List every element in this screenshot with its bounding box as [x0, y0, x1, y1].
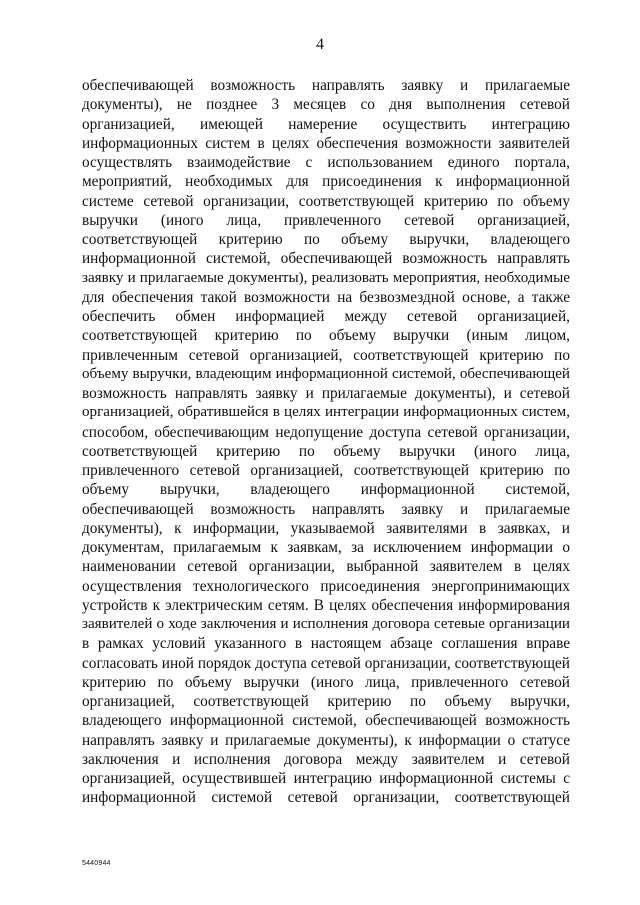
text-line: соответствующей критерию по объему выручки (иным лицом,: [82, 327, 570, 345]
text-line: в рамках условий указанного в настоящем абзаце соглашения вправе: [82, 635, 570, 653]
text-line: способом, обеспечивающим недопущение доступа сетевой организации,: [82, 423, 570, 441]
text-line: привлеченного сетевой организацией, соответствующей критерию по: [82, 462, 570, 479]
text-line: направлять заявку и прилагаемые документы), к информации о статусе: [82, 731, 570, 749]
text-line: соответствующей критерию по объему выручки, владеющего: [82, 231, 570, 248]
text-line: организацией, осуществившей интеграцию информационной системы с: [82, 770, 570, 787]
text-line: заключения и исполнения договора между заявителем и сетевой: [82, 750, 570, 768]
text-line: выручки (иного лица, привлеченного сетевой организацией,: [82, 211, 570, 229]
text-line: мероприятий, необходимых для присоединения к информационной: [82, 173, 570, 191]
text-line: привлеченным сетевой организацией, соответствующей критерию по: [82, 346, 570, 364]
text-line: осуществления технологического присоединения энергопринимающих: [82, 577, 570, 595]
text-line: информационной системой, обеспечивающей возможность направлять: [82, 250, 570, 268]
text-line: обеспечить обмен информацией между сетевой организацией,: [82, 308, 570, 325]
text-line: осуществлять взаимодействие с использованием единого портала,: [82, 154, 570, 171]
text-line: соответствующей критерию по объему выручки (иного лица,: [82, 442, 570, 460]
text-line: организацией, соответствующей критерию по объему выручки,: [82, 693, 570, 710]
text-line: объему выручки, владеющим информационной системой, обеспечивающей: [82, 365, 570, 382]
text-line: наименовании сетевой организации, выбранной заявителем в целях: [82, 558, 570, 576]
text-line: владеющего информационной системой, обеспечивающей возможность: [82, 712, 570, 730]
text-line: критерию по объему выручки (иного лица, привлеченного сетевой: [82, 673, 570, 691]
text-line: обеспечивающей возможность направлять заявку и прилагаемые: [82, 77, 570, 94]
text-line: заявку и прилагаемые документы), реализовать мероприятия, необходимые: [82, 269, 570, 286]
body-paragraph: [82, 76, 570, 808]
text-line: для обеспечения такой возможности на безвозмездной основе, а также: [82, 288, 570, 306]
text-line: документы), к информации, указываемой заявителями в заявках, и: [82, 519, 570, 537]
text-line: устройств к электрическим сетям. В целях обеспечения информирования: [82, 596, 570, 614]
text-line: документам, прилагаемым к заявкам, за исключением информации о: [82, 539, 570, 556]
text-line: согласовать иной порядок доступа сетевой организации, соответствующей: [82, 654, 570, 672]
text-line: объему выручки, владеющего информационной системой,: [82, 481, 570, 499]
text-line: информационной системой сетевой организации, соответствующей: [82, 789, 570, 807]
text-line: информационных систем в целях обеспечения возможности заявителей: [82, 134, 570, 152]
text-line: заявителей о ходе заключения и исполнения договора сетевые организации: [82, 616, 570, 632]
document-code: 5440944: [82, 860, 111, 867]
text-line: обеспечивающей возможность направлять заявку и прилагаемые: [82, 500, 570, 518]
text-line: возможность направлять заявку и прилагаемые документы), и сетевой: [82, 385, 570, 402]
text-line: системе сетевой организации, соответствующей критерию по объему: [82, 192, 570, 210]
text-line: организацией, обратившейся в целях интеграции информационных систем,: [82, 404, 570, 421]
page-number: 4: [316, 36, 324, 53]
text-line: документы), не позднее 3 месяцев со дня выполнения сетевой: [82, 96, 570, 114]
text-line: организацией, имеющей намерение осуществить интеграцию: [82, 115, 570, 133]
